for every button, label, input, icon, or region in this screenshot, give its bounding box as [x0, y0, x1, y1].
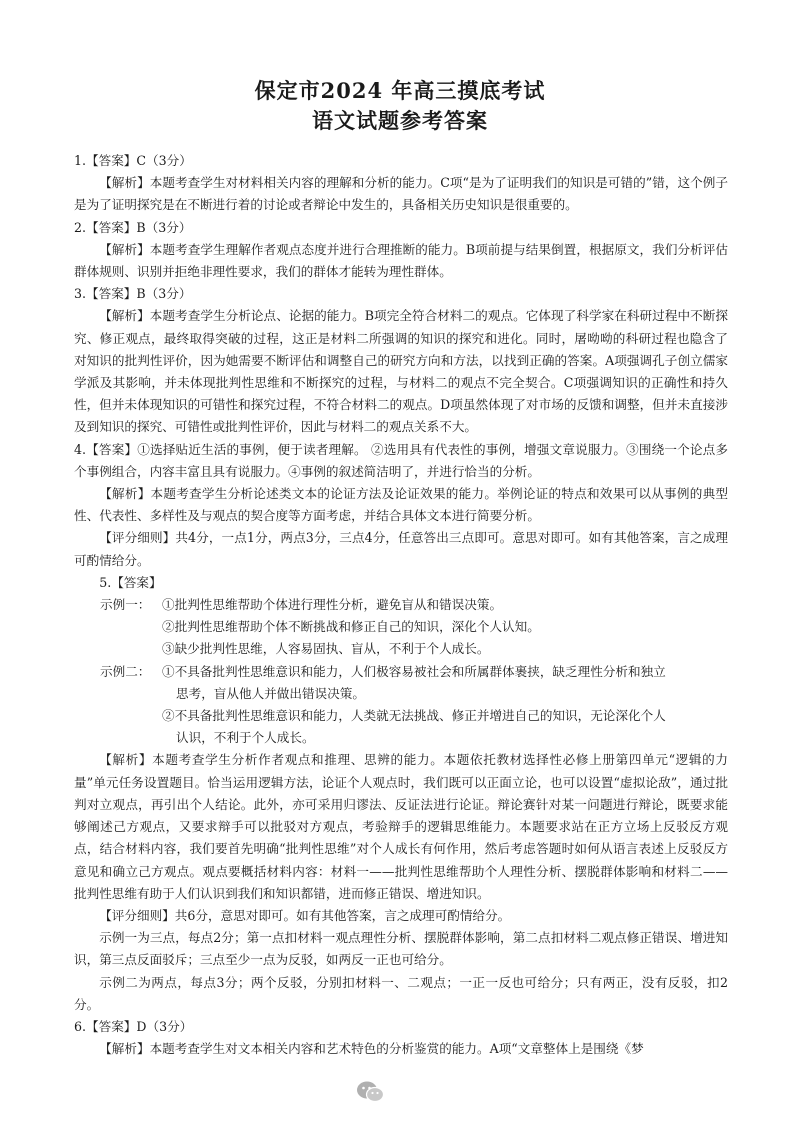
q5-example-1-label: 示例一：	[100, 597, 151, 613]
q5-scoring-example-1: 示例一为三点，每点2分；第一点扣材料一观点理性分析、摆脱群体影响，第二点扣材料二观点修正错误、增进知识，第三点反面驳斥；三点至少一点为反驳，如两反一正也可给分。	[74, 930, 728, 968]
q5-answer: 5.【答案】	[99, 574, 162, 590]
answer-content	[74, 150, 728, 1060]
q3-analysis: 【解析】本题考查学生分析论点、论据的能力。B项完全符合材料二的观点。它体现了科学家在科研过程中不断探究、修正观点，最终取得突破的过程，这正是材料二所强调的知识的探究和进化。同时，屠呦呦的科研过程也隐含了对知识的批判性评价，因为她需要不断评估和调整自己的研究方向和方法，以找到正确的答案。A项强调孔子创立儒家学派及其影响，并未体现批判性思维和不断探究的过程，与材料二的观点不完全契合。C项强调知识的正确性和持久性，但并未体现知识的可错性和探究过程，不符合材料二的观点。D项虽然体现了对市场的反馈和调整，但并未直接涉及到知识的探究、可错性或批判性评价，因此与材料二的观点关系不大。	[74, 308, 728, 435]
q5-example-1-item: ③缺少批判性思维，人容易固执、盲从，不利于个人成长。	[162, 641, 490, 657]
q2-analysis: 【解析】本题考查学生理解作者观点态度并进行合理推断的能力。B项前提与结果倒置，根据原文，我们分析评估群体规则、识别并拒绝非理性要求，我们的群体才能转为理性群体。	[74, 241, 728, 280]
q5-example-2-item: ①不具备批判性思维意识和能力，人们极容易被社会和所属群体裹挟，缺乏理性分析和独立	[162, 663, 666, 679]
q5-example-2	[74, 661, 728, 750]
q5-example-1-item: ②批判性思维帮助个体不断挑战和修正自己的知识，深化个人认知。	[162, 619, 540, 635]
q1-analysis: 【解析】本题考查学生对材料相关内容的理解和分析的能力。C项“是为了证明我们的知识是可错的”错，这个例子是为了证明探究是在不断进行着的讨论或者辩论中发生的，具备相关历史知识是很重要的。	[74, 175, 728, 213]
q6-analysis: 【解析】本题考查学生对文本相关内容和艺术特色的分析鉴赏的能力。A项“文章整体上是围绕《梦	[99, 1041, 644, 1057]
q5-example-2-item-cont: 认识，不利于个人成长。	[176, 730, 315, 746]
q5-example-2-item-cont: 思考，盲从他人并做出错误决策。	[176, 685, 365, 701]
q2-answer: 2.【答案】B（3分）	[74, 219, 192, 235]
q6-answer: 6.【答案】D（3分）	[74, 1018, 193, 1034]
q4-answer: 4.【答案】①选择贴近生活的事例，便于读者理解。 ②选用具有代表性的事例，增强文章说服力。③围绕一个论点多个事例组合，内容丰富且具有说服力。④事例的叙述简洁明了，并进行恰当的分析。	[74, 441, 728, 479]
wechat-icon	[356, 1080, 386, 1108]
title-block	[0, 76, 800, 136]
q4-scoring: 【评分细则】共4分，一点1分，两点3分，三点4分，任意答出三点即可。意思对即可。如有其他答案，言之成理可酌情给分。	[74, 530, 728, 568]
q5-example-1-item: ①批判性思维帮助个体进行理性分析，避免盲从和错误决策。	[162, 597, 503, 613]
q3-answer: 3.【答案】B（3分）	[74, 286, 192, 302]
q4-analysis: 【解析】本题考查学生分析论述类文本的论证方法及论证效果的能力。举例论证的特点和效果可以从事例的典型性、代表性、多样性及与观点的契合度等方面考虑，并结合具体文本进行简要分析。	[74, 486, 728, 524]
q5-scoring-example-2: 示例二为两点，每点3分；两个反驳，分别扣材料一、二观点；一正一反也可给分；只有两正，没有反驳，扣2分。	[74, 974, 728, 1012]
page-title: 保定市2024 年高三摸底考试	[254, 78, 546, 103]
q1-answer: 1.【答案】C（3分）	[74, 153, 192, 168]
q5-example-2-label: 示例二：	[100, 663, 151, 679]
q5-analysis: 【解析】本题考查学生分析作者观点和推理、思辨的能力。本题依托教材选择性必修上册第四单元“逻辑的力量”单元任务设置题目。恰当运用逻辑方法，论证个人观点时，我们既可以正面立论，也可以设置“虚拟论敌”，通过批判对立观点，再引出个人结论。此外，亦可采用归谬法、反证法进行论证。辩论赛针对某一问题进行辩论，既要求能够阐述己方观点，又要求辩手可以批驳对方观点，考验辩手的逻辑思维能力。本题要求站在正方立场上反驳反方观点，结合材料内容，我们要首先明确“批判性思维”对个人成长有何作用，然后考虑答题时如何从语言表述上反驳反方意见和确立己方观点。观点要概括材料内容：材料一——批判性思维帮助个人理性分析、摆脱群体影响和材料二——批判性思维有助于人们认识到我们和知识都错，进而修正错误、增进知识。	[74, 752, 728, 901]
q5-scoring: 【评分细则】共6分，意思对即可。如有其他答案，言之成理可酌情给分。	[99, 907, 511, 923]
q5-example-2-item: ②不具备批判性思维意识和能力，人类就无法挑战、修正并增进自己的知识，无论深化个人	[162, 708, 666, 724]
q5-example-1	[74, 594, 728, 661]
page-subtitle: 语文试题参考答案	[312, 108, 488, 133]
